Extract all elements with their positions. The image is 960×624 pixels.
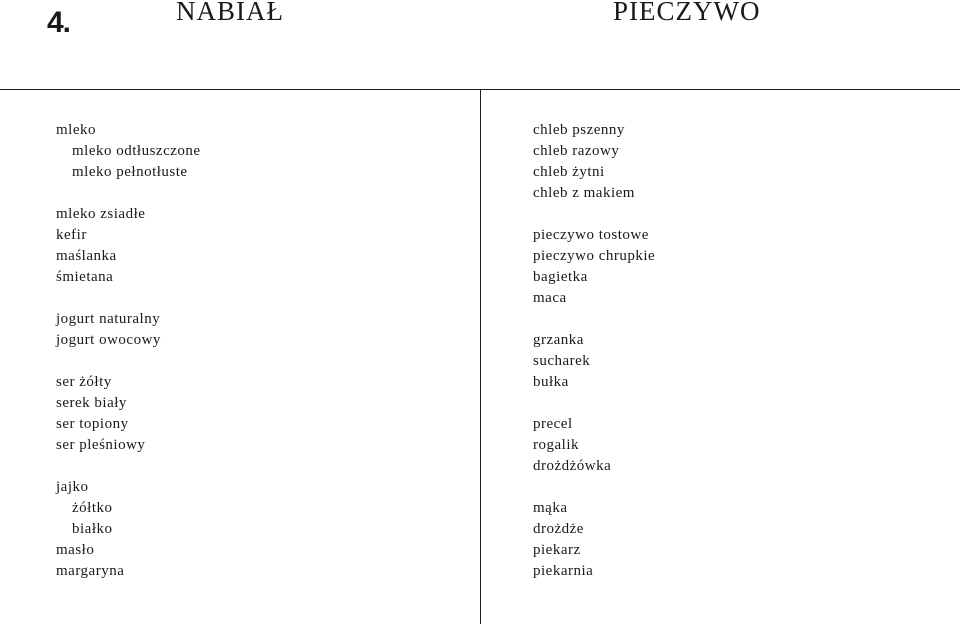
word-item: pieczywo tostowe xyxy=(533,227,649,243)
word-group xyxy=(56,120,201,183)
word-group xyxy=(56,309,201,351)
word-item: rogalik xyxy=(533,437,579,453)
bread-word-list xyxy=(533,120,655,603)
word-item: śmietana xyxy=(56,269,114,285)
word-group xyxy=(533,330,655,393)
word-item: mąka xyxy=(533,500,568,516)
word-item: serek biały xyxy=(56,395,127,411)
word-item: ser topiony xyxy=(56,416,129,432)
word-group xyxy=(56,477,201,582)
word-item: jajko xyxy=(56,479,89,495)
word-item: sucharek xyxy=(533,353,591,369)
word-item: piekarnia xyxy=(533,563,594,579)
word-item: bułka xyxy=(533,374,569,390)
word-group xyxy=(533,120,655,204)
vertical-divider xyxy=(480,89,481,624)
word-group xyxy=(533,225,655,309)
word-item: chleb żytni xyxy=(533,164,605,180)
word-item: kefir xyxy=(56,227,87,243)
word-item: piekarz xyxy=(533,542,581,558)
word-item: mleko pełnotłuste xyxy=(72,164,188,180)
word-item: żółtko xyxy=(72,500,113,516)
word-item: drożdżówka xyxy=(533,458,612,474)
word-group xyxy=(56,204,201,288)
word-item: grzanka xyxy=(533,332,584,348)
word-item: bagietka xyxy=(533,269,588,285)
word-item: margaryna xyxy=(56,563,125,579)
word-item: jogurt naturalny xyxy=(56,311,161,327)
word-item: chleb z makiem xyxy=(533,185,635,201)
word-item: ser pleśniowy xyxy=(56,437,146,453)
dairy-word-list xyxy=(56,120,201,603)
heading-dairy: NABIAŁ xyxy=(176,0,284,26)
page-number: 4. xyxy=(47,6,71,39)
word-item: drożdże xyxy=(533,521,584,537)
word-group xyxy=(56,372,201,456)
word-group xyxy=(533,498,655,582)
word-item: pieczywo chrupkie xyxy=(533,248,656,264)
word-item: maca xyxy=(533,290,567,306)
word-item: precel xyxy=(533,416,573,432)
word-item: chleb razowy xyxy=(533,143,620,159)
word-item: jogurt owocowy xyxy=(56,332,161,348)
word-item: mleko odtłuszczone xyxy=(72,143,201,159)
heading-bread: PIECZYWO xyxy=(613,0,761,26)
word-item: masło xyxy=(56,542,95,558)
word-item: mleko xyxy=(56,122,96,138)
word-group xyxy=(533,414,655,477)
word-item: chleb pszenny xyxy=(533,122,625,138)
word-item: białko xyxy=(72,521,113,537)
word-item: maślanka xyxy=(56,248,117,264)
word-item: ser żółty xyxy=(56,374,112,390)
word-item: mleko zsiadłe xyxy=(56,206,146,222)
